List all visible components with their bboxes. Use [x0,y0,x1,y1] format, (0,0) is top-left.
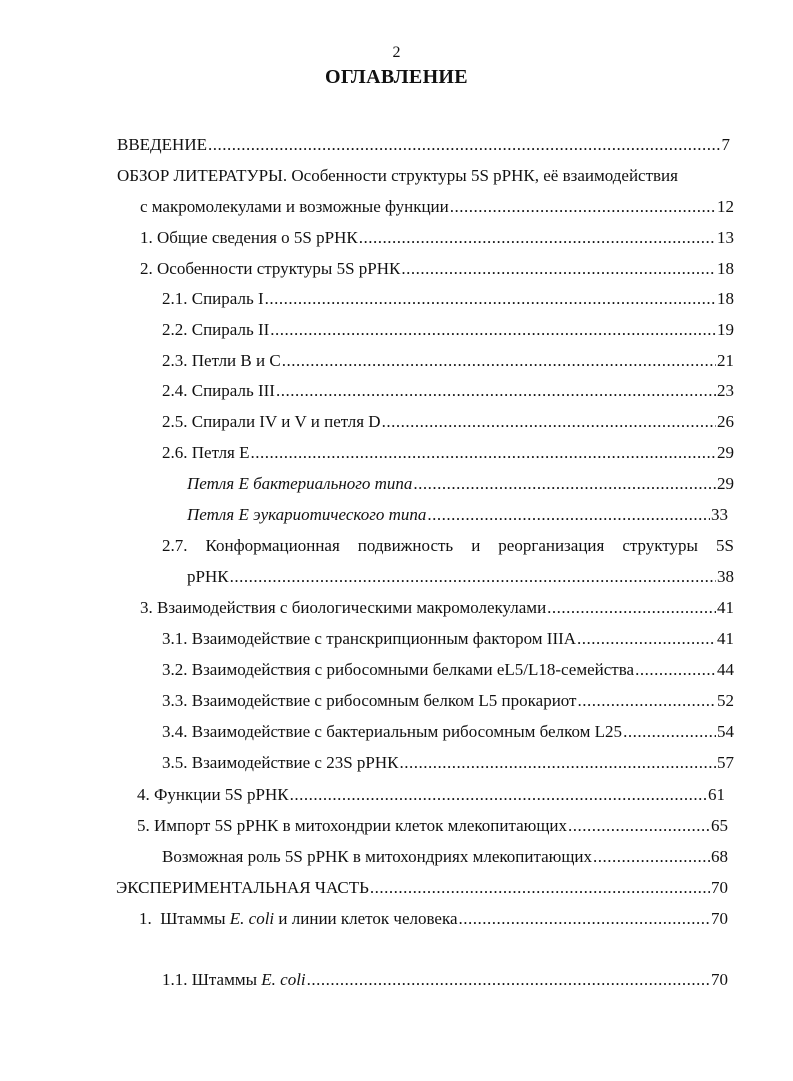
toc-entry-label: 3. Взаимодействия с биологическими макромолекулами [140,598,547,617]
toc-entry-label: ЭКСПЕРИМЕНТАЛЬНАЯ ЧАСТЬ [116,878,369,897]
toc-entry-page: 57 [717,753,734,772]
toc-entry-label: 5. Импорт 5S рРНК в митохондрии клеток млекопитающих [137,816,568,835]
leader-dots [270,319,716,341]
leader-dots [568,815,710,837]
toc-entry-word: и [471,536,481,555]
leader-dots [282,350,716,372]
toc-entry-page: 65 [711,816,728,835]
toc-entry [137,815,728,837]
toc-entry-page: 26 [717,412,734,431]
leader-dots [401,258,716,280]
toc-entry-label: 3.5. Взаимодействие с 23S рРНК [162,753,399,772]
toc-entry-label-prefix: 1. Штаммы [139,909,230,928]
toc-entry-word: структуры [622,536,698,555]
toc-entry [162,350,734,372]
toc-entry [162,411,734,433]
toc-entry-label [162,969,306,991]
toc-entry-label: Петля E бактериального типа [187,474,413,493]
leader-dots [577,628,716,650]
toc-entry [162,628,734,650]
toc-entry-page: 54 [717,722,734,741]
toc-entry-label: рРНК [187,567,229,586]
toc-entry-page: 44 [717,660,734,679]
toc-entry-page: 70 [711,909,728,928]
leader-dots [307,969,710,991]
toc-entry [187,566,734,588]
toc-entry-label: Петля E эукариотического типа [187,505,427,524]
toc-entry-label-italic: E. coli [261,970,306,989]
toc-entry [140,258,734,280]
toc-entry [162,442,734,464]
toc-entry [162,380,734,402]
leader-dots [578,690,717,712]
toc-entry-page: 70 [711,878,728,897]
toc-entry [162,535,734,557]
toc-entry [162,288,734,310]
leader-dots [382,411,716,433]
toc-entry [187,504,728,526]
toc-entry [162,969,728,991]
toc-entry-page: 70 [711,970,728,989]
toc-entry-page: 29 [717,443,734,462]
toc-entry-label: 2.2. Спираль II [162,320,270,339]
toc-entry [162,846,728,868]
toc-entry-word: 2.7. [162,536,188,555]
toc-entry-word: реорганизация [498,536,605,555]
toc-entry-page: 38 [717,567,734,586]
toc-entry-page: 29 [717,474,734,493]
toc-entry [137,784,725,806]
toc-entry-label: 3.3. Взаимодействие с рибосомным белком L5 прокариот [162,691,577,710]
toc-entry-label: 3.4. Взаимодействие с бактериальным рибосомным белком L25 [162,722,623,741]
toc-entry [140,196,734,218]
toc-entry-page: 21 [717,351,734,370]
toc-entry-label: 4. Функции 5S рРНК [137,785,289,804]
toc-entry [116,877,728,899]
toc-entry-page: 13 [717,228,734,247]
page-title: ОГЛАВЛЕНИЕ [325,66,468,88]
leader-dots [290,784,707,806]
leader-dots [265,288,716,310]
leader-dots [208,134,721,156]
leader-dots [399,752,716,774]
toc-entry-page: 41 [717,598,734,617]
toc-entry-page: 18 [717,259,734,278]
toc-entry-label: 2.3. Петли B и C [162,351,281,370]
leader-dots [547,597,716,619]
leader-dots [370,877,710,899]
toc-entry [187,473,734,495]
toc-entry-label: 2.5. Спирали IV и V и петля D [162,412,381,431]
leader-dots [230,566,716,588]
leader-dots [459,908,711,930]
toc-entry-label: Возможная роль 5S рРНК в митохондриях млекопитающих [162,847,593,866]
toc-entry-page: 19 [717,320,734,339]
toc-entry-word: 5S [715,536,734,555]
leader-dots [413,473,716,495]
toc-entry [162,690,734,712]
toc-entry-label: ВВЕДЕНИЕ [117,135,207,154]
toc-entry-page: 18 [717,289,734,308]
toc-entry-word: Конформационная [205,536,340,555]
toc-entry-word: подвижность [357,536,454,555]
toc-entry-label: 2. Особенности структуры 5S рРНК [140,259,401,278]
toc-entry [117,165,678,187]
leader-dots [359,227,716,249]
toc-entry [140,227,734,249]
toc-entry-page: 12 [717,197,734,216]
toc-entry-label [139,908,458,930]
toc-entry-label-suffix: и линии клеток человека [274,909,458,928]
toc-entry-label: 3.2. Взаимодействия с рибосомными белками eL5/L18-семейства [162,660,635,679]
toc-entry [162,752,734,774]
toc-entry [117,134,730,156]
toc-entry-page: 68 [711,847,728,866]
leader-dots [450,196,716,218]
leader-dots [593,846,710,868]
toc-entry-page: 7 [721,135,730,154]
leader-dots [251,442,716,464]
toc-entry-label: 3.1. Взаимодействие с транскрипционным фактором IIIA [162,629,577,648]
toc-entry-label-prefix: 1.1. Штаммы [162,970,262,989]
leader-dots [427,504,710,526]
toc-entry-page: 33 [711,505,728,524]
leader-dots [623,721,716,743]
toc-entry-label: с макромолекулами и возможные функции [140,197,449,216]
toc-entry-label: ОБЗОР ЛИТЕРАТУРЫ. Особенности структуры 5S рРНК, её взаимодействия [117,166,678,185]
toc-entry-label: 2.4. Спираль III [162,381,275,400]
toc-entry [162,319,734,341]
toc-entry-page: 23 [717,381,734,400]
toc-entry-label-italic: E. coli [229,909,275,928]
toc-entry [139,908,728,930]
toc-entry-label: 2.6. Петля E [162,443,250,462]
toc-entry [162,721,734,743]
toc-entry [162,659,734,681]
toc-entry-label: 1. Общие сведения о 5S рРНК [140,228,358,247]
toc-entry-page: 61 [708,785,725,804]
leader-dots [635,659,716,681]
leader-dots [276,380,716,402]
toc-entry-label: 2.1. Спираль I [162,289,264,308]
toc-entry-page: 41 [717,629,734,648]
toc-entry-page: 52 [717,691,734,710]
page-number: 2 [392,44,401,61]
toc-entry [140,597,734,619]
